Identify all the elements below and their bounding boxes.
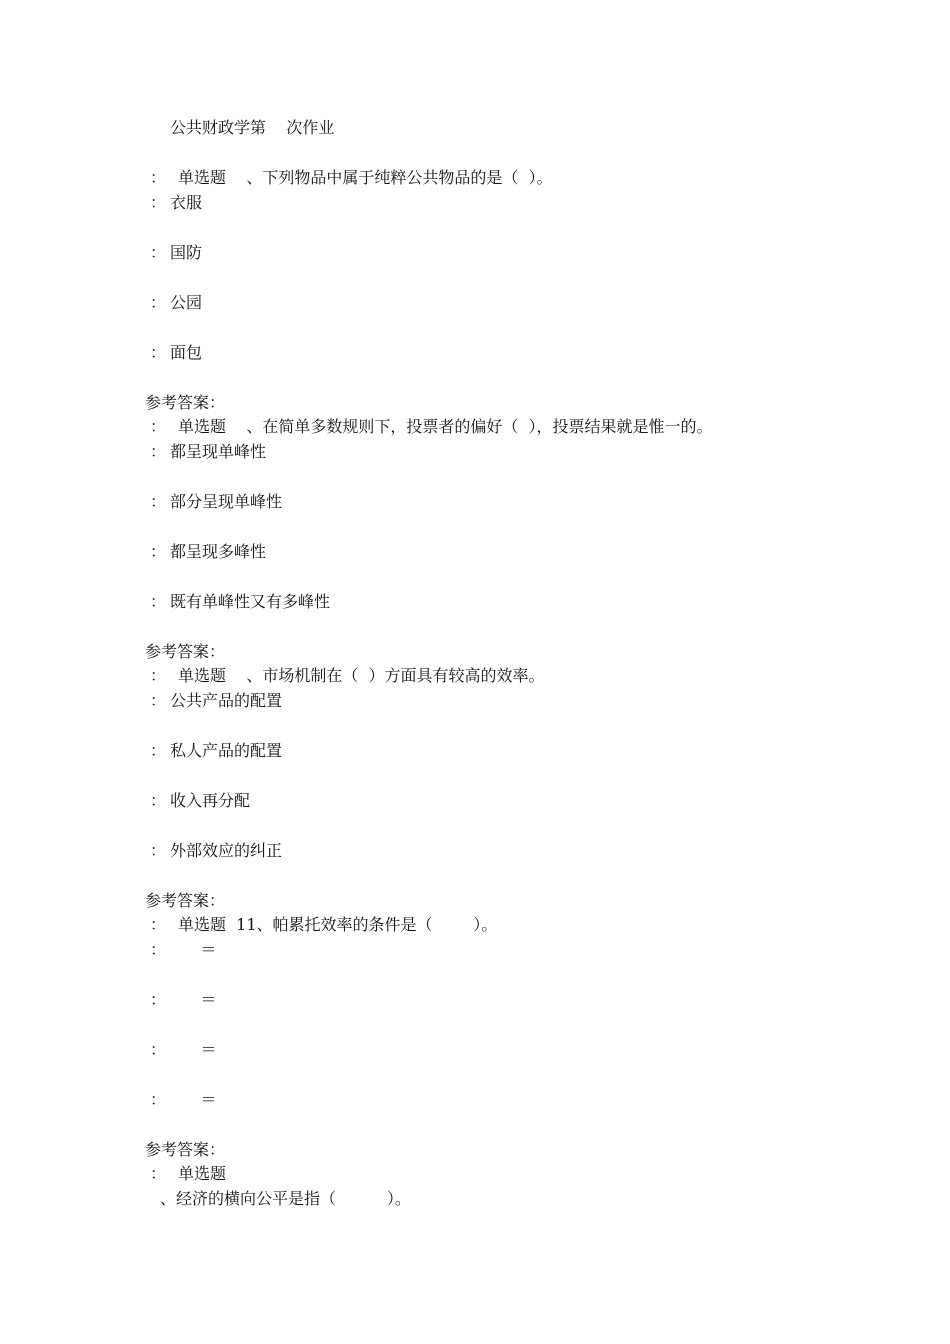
answer-label-1: 参考答案：	[145, 393, 226, 412]
option-prefix: ：	[150, 293, 167, 312]
option-text: 衣服	[170, 193, 203, 212]
question-2	[150, 417, 713, 437]
answer-label-4: 参考答案：	[145, 1140, 226, 1159]
option-text: 私人产品的配置	[170, 741, 283, 760]
option-3a	[150, 691, 282, 711]
option-2b	[150, 492, 282, 512]
option-prefix: ：	[150, 841, 167, 860]
option-text: 国防	[170, 243, 203, 262]
option-1a	[150, 193, 202, 213]
option-4c	[150, 1040, 217, 1060]
option-text: ＝	[170, 1040, 217, 1059]
question-prefix: ：	[150, 666, 167, 685]
option-prefix: ：	[150, 990, 167, 1009]
question-prefix: ：	[150, 915, 167, 934]
option-4d	[150, 1090, 217, 1110]
option-prefix: ：	[150, 243, 167, 262]
question-5	[150, 1164, 226, 1184]
question-4	[150, 915, 497, 935]
option-2d	[150, 592, 330, 612]
option-3b	[150, 741, 282, 761]
option-prefix: ：	[150, 741, 167, 760]
option-text: 部分呈现单峰性	[170, 492, 283, 511]
option-prefix: ：	[150, 940, 167, 959]
option-text: 既有单峰性又有多峰性	[170, 592, 331, 611]
option-prefix: ：	[150, 492, 167, 511]
question-text: 单选题 、市场机制在（ ）方面具有较高的效率。	[178, 666, 545, 685]
option-text: ＝	[170, 940, 217, 959]
question-prefix: ：	[150, 417, 167, 436]
option-text: 都呈现单峰性	[170, 442, 267, 461]
option-3d	[150, 841, 282, 861]
option-prefix: ：	[150, 442, 167, 461]
question-text: 单选题 、在简单多数规则下，投票者的偏好（ ），投票结果就是惟一的。	[178, 417, 713, 436]
option-4b	[150, 990, 217, 1010]
option-prefix: ：	[150, 193, 167, 212]
option-prefix: ：	[150, 791, 167, 810]
option-prefix: ：	[150, 592, 167, 611]
option-text: ＝	[170, 1090, 217, 1109]
question-3	[150, 666, 545, 686]
option-1b	[150, 243, 202, 263]
option-prefix: ：	[150, 691, 167, 710]
option-1c	[150, 293, 202, 313]
question-prefix: ：	[150, 168, 167, 187]
option-text: 公共产品的配置	[170, 691, 283, 710]
option-text: ＝	[170, 990, 217, 1009]
question-5-continuation: 、经济的横向公平是指（ ）。	[160, 1189, 411, 1208]
option-2a	[150, 442, 266, 462]
option-text: 都呈现多峰性	[170, 542, 267, 561]
question-text: 单选题	[178, 1164, 227, 1183]
question-1	[150, 168, 553, 188]
question-text: 单选题 11、帕累托效率的条件是（ ）。	[178, 915, 498, 934]
option-prefix: ：	[150, 343, 167, 362]
option-3c	[150, 791, 250, 811]
answer-label-3: 参考答案：	[145, 891, 226, 910]
option-1d	[150, 343, 202, 363]
option-text: 外部效应的纠正	[170, 841, 283, 860]
option-prefix: ：	[150, 542, 167, 561]
document-title: 公共财政学第 次作业	[170, 118, 335, 137]
option-4a	[150, 940, 217, 960]
answer-label-2: 参考答案：	[145, 642, 226, 661]
question-text: 单选题 、下列物品中属于纯粹公共物品的是（ ）。	[178, 168, 553, 187]
option-2c	[150, 542, 266, 562]
option-prefix: ：	[150, 1090, 167, 1109]
option-prefix: ：	[150, 1040, 167, 1059]
option-text: 面包	[170, 343, 203, 362]
question-prefix: ：	[150, 1164, 167, 1183]
option-text: 公园	[170, 293, 203, 312]
option-text: 收入再分配	[170, 791, 251, 810]
